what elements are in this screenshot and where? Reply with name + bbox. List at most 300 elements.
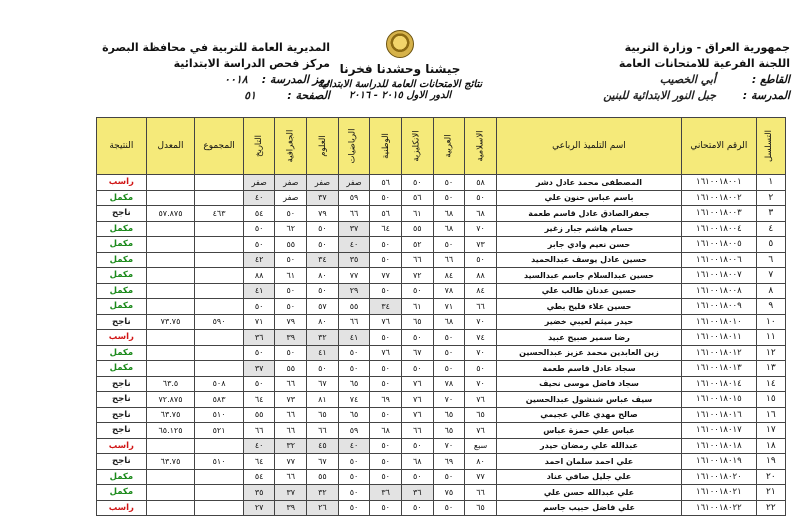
row-mark: ٧٦ (465, 423, 497, 439)
row-mark: ٦٢ (275, 221, 307, 237)
row-result: مكمل (97, 190, 147, 206)
row-mark: ٥٠ (465, 252, 497, 268)
exam-round: الدور الاول ٢٠١٥ - ٢٠١٦ (348, 90, 452, 101)
row-mark: ٥٠ (338, 454, 370, 470)
row-seq: ١٢ (756, 345, 785, 361)
row-seq: ١٨ (756, 438, 785, 454)
row-mark: ٣٤ (370, 299, 402, 315)
table-row (97, 469, 786, 485)
table-body (97, 175, 786, 516)
row-mark: ٥٠ (401, 175, 433, 191)
row-mark: ٦٦ (401, 423, 433, 439)
row-mark: ٣٦ (370, 485, 402, 501)
row-average: ٦٣.٧٥ (146, 407, 195, 423)
page-number-line (60, 88, 330, 104)
row-average: ٧٢.٨٧٥ (146, 392, 195, 408)
row-seq: ٦ (756, 252, 785, 268)
col-national: الوطنية (370, 118, 402, 175)
row-mark: ٦٦ (338, 206, 370, 222)
row-mark: ٦٨ (370, 423, 402, 439)
row-mark: ٨٠ (307, 314, 339, 330)
row-student-name: باسم عباس حنون علي (496, 190, 681, 206)
row-mark: ٤٠ (243, 438, 275, 454)
row-seq: ٢ (756, 190, 785, 206)
row-mark: ٥٥ (401, 221, 433, 237)
row-average (146, 237, 195, 253)
row-mark: ٦٥ (307, 407, 339, 423)
row-exam-number: ١٦١٠٠١٨٠١٩ (682, 454, 757, 470)
row-seq: ٩ (756, 299, 785, 315)
results-table (96, 117, 786, 516)
row-mark: ٢٦ (307, 500, 339, 516)
row-mark: ٥٠ (370, 252, 402, 268)
row-mark: ٥٠ (275, 299, 307, 315)
row-mark: ٥٠ (401, 438, 433, 454)
row-mark: ٧٠ (465, 345, 497, 361)
row-exam-number: ١٦١٠٠١٨٠٠٣ (682, 206, 757, 222)
row-total (195, 283, 244, 299)
row-average (146, 299, 195, 315)
row-mark: ٥٤ (243, 469, 275, 485)
table-row (97, 314, 786, 330)
row-mark: ٧٦ (401, 376, 433, 392)
table-header-row (97, 118, 786, 175)
motto: جيشنا وحشدنا فخرنا (339, 62, 461, 76)
row-mark: ٦٨ (433, 314, 465, 330)
row-mark: ٥٠ (370, 237, 402, 253)
row-exam-number: ١٦١٠٠١٨٠١٤ (682, 376, 757, 392)
row-total (195, 252, 244, 268)
row-mark: ٣٥ (338, 252, 370, 268)
row-mark: ٤٠ (338, 237, 370, 253)
row-student-name: علي فاضل حبيب جاسم (496, 500, 681, 516)
table-row (97, 392, 786, 408)
row-mark: ٥٠ (307, 361, 339, 377)
row-mark: ٨٠ (465, 454, 497, 470)
row-exam-number: ١٦١٠٠١٨٠٠٢ (682, 190, 757, 206)
row-mark: ٥٠ (401, 500, 433, 516)
row-student-name: سيف عباس شنشول عبدالحسين (496, 392, 681, 408)
row-exam-number: ١٦١٠٠١٨٠١١ (682, 330, 757, 346)
col-math: الرياضيات (338, 118, 370, 175)
row-student-name: عباس علي حمزة عباس (496, 423, 681, 439)
row-mark: ٧٩ (307, 206, 339, 222)
row-mark: ٥٠ (338, 469, 370, 485)
sector-value: أبي الخصيب (659, 73, 716, 86)
row-mark: ٥٠ (433, 190, 465, 206)
row-result: مكمل (97, 252, 147, 268)
sector-label: القاطع : (751, 73, 790, 86)
row-average (146, 438, 195, 454)
row-mark: ٧٦ (370, 314, 402, 330)
row-result: ناجح (97, 407, 147, 423)
row-mark: ٥٠ (338, 345, 370, 361)
row-student-name: حسين عادل يوسف عبدالحميد (496, 252, 681, 268)
row-mark: ٤١ (307, 345, 339, 361)
row-student-name: سجاد عادل قاسم طعمة (496, 361, 681, 377)
row-average (146, 361, 195, 377)
row-mark: ٥٠ (275, 283, 307, 299)
row-mark: ٥٠ (433, 345, 465, 361)
row-average (146, 345, 195, 361)
page-number-value: ٥١ (244, 89, 256, 102)
row-mark: ٢٧ (243, 500, 275, 516)
row-average (146, 485, 195, 501)
row-mark: ٧٠ (465, 314, 497, 330)
row-mark: ٥٠ (338, 500, 370, 516)
row-mark: ٥٠ (401, 469, 433, 485)
row-total (195, 175, 244, 191)
row-mark: ٥٠ (433, 469, 465, 485)
row-student-name: علي جليل صافي عناد (496, 469, 681, 485)
row-mark: ٣٧ (307, 190, 339, 206)
row-mark: ٥٦ (370, 175, 402, 191)
row-mark: ٥٤ (243, 206, 275, 222)
row-mark: ٥٠ (370, 500, 402, 516)
row-exam-number: ١٦١٠٠١٨٠٠٥ (682, 237, 757, 253)
row-mark: ٥٢ (401, 237, 433, 253)
row-student-name: رضا سمير صبيح عبيد (496, 330, 681, 346)
table-row (97, 376, 786, 392)
row-total (195, 485, 244, 501)
row-result: مكمل (97, 345, 147, 361)
row-result: راسب (97, 500, 147, 516)
row-average: ٦٣.٥ (146, 376, 195, 392)
row-mark: ٧٣ (465, 237, 497, 253)
row-exam-number: ١٦١٠٠١٨٠٠٦ (682, 252, 757, 268)
row-seq: ٧ (756, 268, 785, 284)
row-average (146, 500, 195, 516)
row-average (146, 221, 195, 237)
row-total (195, 438, 244, 454)
row-mark: ٥٦ (401, 190, 433, 206)
row-mark: ٧٤ (338, 392, 370, 408)
row-mark: ٧٧ (370, 268, 402, 284)
row-student-name: زين العابدين محمد عزيز عبدالحسين (496, 345, 681, 361)
sector-line (530, 72, 790, 88)
row-exam-number: ١٦١٠٠١٨٠١٨ (682, 438, 757, 454)
row-student-name: جعفرالصادق عادل قاسم طعمة (496, 206, 681, 222)
row-mark: ٥٠ (338, 361, 370, 377)
row-exam-number: ١٦١٠٠١٨٠٠٨ (682, 283, 757, 299)
row-mark: ٤١ (338, 330, 370, 346)
row-total: ٤٦٣ (195, 206, 244, 222)
row-mark: ٥٠ (307, 237, 339, 253)
directorate-line: المديرية العامة للتربية في محافظة البصرة (102, 41, 330, 54)
row-exam-number: ١٦١٠٠١٨٠٠٩ (682, 299, 757, 315)
col-seq: التسلسل (756, 118, 785, 175)
row-total (195, 345, 244, 361)
row-mark: ٥٨ (465, 175, 497, 191)
table-row (97, 299, 786, 315)
row-mark: ٦٦ (401, 252, 433, 268)
row-mark: ٧٠ (465, 221, 497, 237)
row-mark: ٥٠ (243, 345, 275, 361)
row-mark: ٧٤ (465, 330, 497, 346)
row-mark: ٥٠ (433, 361, 465, 377)
row-mark: ٥٠ (370, 283, 402, 299)
row-mark: صفر (243, 175, 275, 191)
row-exam-number: ١٦١٠٠١٨٠١٢ (682, 345, 757, 361)
row-mark: ٤٥ (307, 438, 339, 454)
row-mark: ٥٠ (401, 283, 433, 299)
row-average (146, 252, 195, 268)
table-row (97, 407, 786, 423)
row-exam-number: ١٦١٠٠١٨٠١٧ (682, 423, 757, 439)
row-mark: ٣٦ (243, 330, 275, 346)
row-mark: ٧٦ (465, 392, 497, 408)
col-exam-no: الرقم الامتحاني (682, 118, 757, 175)
row-mark: ٦١ (401, 299, 433, 315)
row-exam-number: ١٦١٠٠١٨٠١٥ (682, 392, 757, 408)
row-result: مكمل (97, 469, 147, 485)
row-mark: ٥٠ (433, 500, 465, 516)
row-seq: ١٥ (756, 392, 785, 408)
header-left (60, 40, 330, 104)
row-result: ناجح (97, 314, 147, 330)
row-mark: ٣٧ (338, 221, 370, 237)
row-mark: ٥٠ (465, 190, 497, 206)
row-mark: ٦٥ (338, 407, 370, 423)
row-result: راسب (97, 175, 147, 191)
ministry-logo-icon (386, 30, 414, 58)
row-result: ناجح (97, 206, 147, 222)
row-mark: ٥٠ (275, 345, 307, 361)
col-total: المجموع (195, 118, 244, 175)
school-code-line (60, 72, 330, 88)
row-mark: ٧١ (433, 299, 465, 315)
row-mark: ٦٥ (338, 376, 370, 392)
row-mark: ٨٤ (465, 283, 497, 299)
row-mark: ٥٥ (307, 469, 339, 485)
row-mark: ٥٠ (401, 361, 433, 377)
row-total (195, 469, 244, 485)
row-result: مكمل (97, 283, 147, 299)
col-science: العلوم (307, 118, 339, 175)
row-mark: ٧٧ (465, 469, 497, 485)
row-student-name: سجاد فاضل موسى نحيف (496, 376, 681, 392)
row-seq: ٢٠ (756, 469, 785, 485)
school-line (530, 88, 790, 104)
row-seq: ١ (756, 175, 785, 191)
row-mark: صفر (338, 175, 370, 191)
row-student-name: حسين عدنان طالب علي (496, 283, 681, 299)
row-mark: ٤١ (243, 283, 275, 299)
row-mark: ٦٥ (433, 423, 465, 439)
row-total (195, 237, 244, 253)
col-name: اسم التلميذ الرباعي (496, 118, 681, 175)
row-seq: ٢٢ (756, 500, 785, 516)
row-mark: ٥٠ (243, 376, 275, 392)
row-mark: ٣٧ (275, 485, 307, 501)
row-student-name: حسين عبدالسلام جاسم عبدالسيد (496, 268, 681, 284)
row-mark: ٧٣ (275, 392, 307, 408)
col-islamic: الاسلامية (465, 118, 497, 175)
row-mark: ٥٠ (370, 376, 402, 392)
row-mark: ٦٦ (275, 376, 307, 392)
row-total: ٥١٠ (195, 407, 244, 423)
school-code-label: رمز المدرسة : (261, 73, 330, 86)
row-seq: ١٣ (756, 361, 785, 377)
committee-line: اللجنة الفرعية للامتحانات العامة (618, 57, 790, 70)
row-average (146, 330, 195, 346)
row-mark: ٦٥ (433, 407, 465, 423)
row-mark: ٥٠ (307, 221, 339, 237)
row-mark: ٥٠ (433, 330, 465, 346)
row-mark: ٦٦ (275, 469, 307, 485)
row-result: ناجح (97, 454, 147, 470)
row-mark: ٥٠ (370, 407, 402, 423)
row-student-name: حسين علاء فليح بطي (496, 299, 681, 315)
row-total: ٥١٠ (195, 454, 244, 470)
row-mark: ٥٠ (275, 252, 307, 268)
row-result: ناجح (97, 392, 147, 408)
row-total (195, 268, 244, 284)
row-mark: ٥٠ (465, 361, 497, 377)
row-mark: ٥٠ (370, 438, 402, 454)
row-mark: ٦٩ (433, 454, 465, 470)
row-mark: ٦٤ (370, 221, 402, 237)
row-mark: ٦٦ (275, 423, 307, 439)
table-row (97, 221, 786, 237)
row-mark: ٥٥ (243, 407, 275, 423)
row-mark: ٤٢ (243, 252, 275, 268)
row-average: ٥٧.٨٧٥ (146, 206, 195, 222)
col-english: الانكليزية (401, 118, 433, 175)
row-average: ٦٣.٧٥ (146, 454, 195, 470)
table-row (97, 423, 786, 439)
row-result: مكمل (97, 268, 147, 284)
row-average (146, 175, 195, 191)
row-exam-number: ١٦١٠٠١٨٠٢٠ (682, 469, 757, 485)
row-student-name: عبدالله علي رمضان حيدر (496, 438, 681, 454)
row-seq: ١٤ (756, 376, 785, 392)
row-mark: ٧٧ (338, 268, 370, 284)
row-mark: ٦٨ (433, 206, 465, 222)
row-mark: ٥٧ (307, 299, 339, 315)
row-mark: ٦٧ (307, 454, 339, 470)
row-exam-number: ١٦١٠٠١٨٠٠٧ (682, 268, 757, 284)
row-mark: ٥٦ (370, 206, 402, 222)
row-mark: ٦٨ (465, 206, 497, 222)
row-mark: ٦٤ (243, 392, 275, 408)
row-mark: ٧٧ (275, 454, 307, 470)
row-mark: ٥٥ (275, 237, 307, 253)
table-row (97, 252, 786, 268)
table-row (97, 175, 786, 191)
row-mark: ٦٧ (401, 345, 433, 361)
row-student-name: حسن نعيم وادي جابر (496, 237, 681, 253)
row-total (195, 221, 244, 237)
country-ministry-line: جمهورية العراق - وزارة التربية (624, 41, 790, 54)
row-mark: ٦١ (275, 268, 307, 284)
row-mark: ٣٧ (243, 361, 275, 377)
row-mark: ٢٩ (338, 283, 370, 299)
row-result: مكمل (97, 485, 147, 501)
row-mark: ٥٠ (401, 330, 433, 346)
row-mark: ٦٥ (465, 500, 497, 516)
col-result: النتيجة (97, 118, 147, 175)
row-student-name: صالح مهدي غالي عجيمي (496, 407, 681, 423)
row-exam-number: ١٦١٠٠١٨٠١٦ (682, 407, 757, 423)
row-exam-number: ١٦١٠٠١٨٠١٣ (682, 361, 757, 377)
row-mark: ٥٠ (433, 237, 465, 253)
row-exam-number: ١٦١٠٠١٨٠٠٤ (682, 221, 757, 237)
school-value: جبل النور الابتدائية للبنين (603, 89, 716, 102)
row-mark: ٣٢ (307, 485, 339, 501)
row-mark: ٥٩ (338, 423, 370, 439)
row-mark: صفر (275, 190, 307, 206)
row-result: مكمل (97, 299, 147, 315)
row-total: ٥٠٨ (195, 376, 244, 392)
school-code-value: ٠٠١٨ (224, 73, 248, 86)
row-mark: ٧٨ (433, 376, 465, 392)
row-mark: ٤٠ (243, 190, 275, 206)
row-average (146, 469, 195, 485)
col-history: التاريخ (243, 118, 275, 175)
row-mark: ٦٤ (243, 454, 275, 470)
row-mark: ٥٠ (243, 221, 275, 237)
row-mark: ٦٦ (275, 407, 307, 423)
row-mark: ٧٠ (433, 392, 465, 408)
row-exam-number: ١٦١٠٠١٨٠٢١ (682, 485, 757, 501)
row-mark: ٦٦ (338, 314, 370, 330)
row-student-name: حسام هاشم جبار زغير (496, 221, 681, 237)
table-row (97, 283, 786, 299)
header-right (530, 40, 790, 104)
row-mark: ٧٠ (465, 376, 497, 392)
row-mark: ٦١ (401, 206, 433, 222)
row-total (195, 299, 244, 315)
row-mark: ٥٠ (370, 190, 402, 206)
row-mark: ٦٥ (401, 314, 433, 330)
row-mark: ٣٤ (307, 252, 339, 268)
row-seq: ١١ (756, 330, 785, 346)
table-row (97, 330, 786, 346)
row-mark: ٥٠ (370, 454, 402, 470)
row-mark: ٦٦ (307, 423, 339, 439)
results-title: نتائج الامتحانات العامة للدراسة الابتدائية (317, 79, 483, 90)
table-row (97, 268, 786, 284)
row-mark: ٥٥ (338, 299, 370, 315)
row-total (195, 361, 244, 377)
row-mark: صفر (275, 175, 307, 191)
row-mark: ٥٠ (370, 469, 402, 485)
row-mark: ٧٦ (401, 392, 433, 408)
table-row (97, 485, 786, 501)
row-mark: ٧٢ (401, 268, 433, 284)
col-geography: الجغرافية (275, 118, 307, 175)
row-mark: ٦٦ (465, 485, 497, 501)
row-mark: ٧٦ (401, 407, 433, 423)
row-seq: ١٩ (756, 454, 785, 470)
row-seq: ١٠ (756, 314, 785, 330)
row-average: ٧٣.٧٥ (146, 314, 195, 330)
row-mark: ٨٨ (465, 268, 497, 284)
row-mark: ٣٢ (307, 330, 339, 346)
row-mark: ٨١ (307, 392, 339, 408)
row-seq: ٣ (756, 206, 785, 222)
row-mark: ٦٥ (465, 407, 497, 423)
row-seq: ٤ (756, 221, 785, 237)
row-mark: ٣٥ (243, 485, 275, 501)
row-mark: ٥٠ (370, 330, 402, 346)
row-result: راسب (97, 438, 147, 454)
row-mark: ٦٧ (307, 376, 339, 392)
row-average (146, 283, 195, 299)
row-average (146, 268, 195, 284)
exam-center-line: مركز فحص الدراسة الابتدائية (173, 57, 330, 70)
